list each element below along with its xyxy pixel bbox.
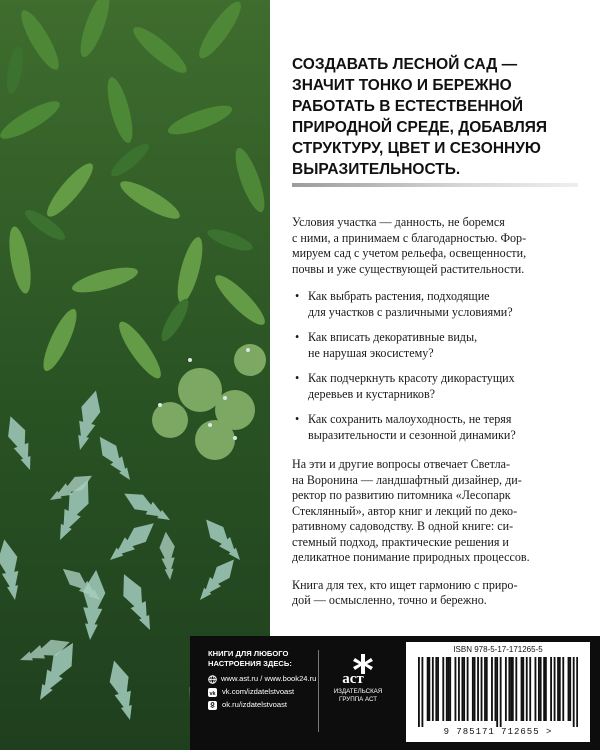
headline (292, 54, 582, 180)
barcode-bar (472, 657, 474, 721)
author-paragraph (292, 457, 582, 566)
promo-title-line: КНИГИ ДЛЯ ЛЮБОГО (208, 649, 289, 658)
barcode-bar (421, 657, 423, 727)
text-line: мируем сад с учетом рельефа, освещенности, (292, 246, 527, 260)
text-line: Как вписать декоративные виды, (308, 330, 478, 344)
link-text: vk.com/izdatelstvoast (222, 687, 295, 696)
barcode-bar (432, 657, 434, 721)
publisher-name-line: ГРУППА АСТ (338, 695, 378, 703)
barcode-bar (526, 657, 528, 721)
barcode-bar (442, 657, 444, 721)
text-line: деревьев и кустарников? (308, 386, 436, 401)
promo-title-line: НАСТРОЕНИЯ ЗДЕСЬ: (208, 658, 292, 668)
barcode-bar (522, 657, 524, 721)
promo-title (208, 649, 316, 668)
barcode-bar (510, 657, 512, 721)
barcode-bar (427, 657, 429, 721)
footer-divider (318, 650, 319, 732)
barcode-bar (496, 657, 498, 727)
barcode-bar (508, 657, 510, 721)
globe-icon (208, 675, 217, 684)
barcode-bar (569, 657, 571, 721)
text-line: выразительности и сезонной динамики? (308, 427, 516, 442)
headline-line: ВЫРАЗИТЕЛЬНОСТЬ. (292, 161, 461, 178)
barcode-panel (406, 642, 590, 742)
barcode-bar (428, 657, 430, 721)
headline-line: РАБОТАТЬ В ЕСТЕСТВЕННОЙ (292, 98, 524, 115)
ast-logo-icon (337, 652, 379, 686)
question-item (292, 371, 582, 402)
text-line: не нарушая экосистему? (308, 345, 434, 360)
question-item (292, 412, 582, 443)
blurb (292, 215, 582, 621)
promo-block (208, 649, 316, 713)
publisher-logo (326, 652, 390, 703)
barcode-bar (461, 657, 463, 721)
barcode-bar (573, 657, 575, 727)
vk-icon (208, 688, 218, 697)
vk-link[interactable] (208, 687, 316, 697)
bullet-icon: • (295, 289, 300, 303)
svg-text:vk: vk (209, 690, 216, 697)
text-line: Как сохранить малоуходность, не теряя (308, 412, 512, 426)
headline-line: ПРИРОДНОЙ СРЕДЕ, ДОБАВЛЯЯ (292, 119, 548, 136)
website-link[interactable] (208, 674, 316, 684)
barcode-bar (568, 657, 570, 721)
text-line: с ними, а принимаем с благодарностью. Фор- (292, 230, 527, 245)
text-line: Как подчеркнуть красоту дикорастущих (308, 371, 515, 385)
text-line: ректор по развитию питомника «Лесопарк (292, 488, 511, 502)
barcode-bar (554, 657, 556, 721)
barcode-bar (484, 657, 486, 721)
bullet-icon: • (295, 330, 300, 344)
bullet-icon: • (295, 371, 300, 385)
barcode-bar (463, 657, 465, 721)
barcode-bar (540, 657, 542, 721)
intro-paragraph (292, 215, 582, 277)
barcode-bar (545, 657, 547, 721)
barcode-bar (535, 657, 537, 721)
barcode-bar (455, 657, 457, 721)
barcode-bar (521, 657, 523, 721)
barcode-bar (486, 657, 488, 721)
barcode-bar (505, 657, 507, 721)
text-line: ративному садоводству. В одной книге: си- (292, 519, 514, 533)
barcode-bar (495, 657, 497, 721)
barcode-bar (550, 657, 552, 721)
barcode-bar (538, 657, 540, 721)
barcode-bar (500, 657, 502, 727)
barcode-bar (529, 657, 531, 721)
barcode-bar (437, 657, 439, 721)
svg-text:аст: аст (342, 671, 364, 686)
text-line: на Воронина — ландшафтный дизайнер, ди- (292, 472, 522, 487)
isbn-number: ISBN 978-5-17-171265-5 (453, 645, 543, 654)
barcode-bar (491, 657, 493, 721)
barcode (418, 657, 578, 727)
barcode-bar (446, 657, 448, 721)
barcode-bar (467, 657, 469, 721)
text-line: На эти и другие вопросы отвечает Светла- (292, 457, 511, 471)
barcode-bar (418, 657, 420, 727)
text-line: Условия участка — данность, не боремся (292, 215, 505, 229)
question-item (292, 289, 582, 320)
barcode-bar (477, 657, 479, 721)
headline-line: СОЗДАВАТЬ ЛЕСНОЙ САД — (292, 56, 518, 73)
text-line: Как выбрать растения, подходящие (308, 289, 490, 303)
publisher-name (326, 688, 390, 703)
link-text: ok.ru/izdatelstvoast (222, 700, 287, 709)
ok-icon (208, 701, 218, 710)
headline-line: СТРУКТУРУ, ЦВЕТ И СЕЗОННУЮ (292, 140, 541, 157)
text-line: почвы и уже существующей растительности. (292, 261, 525, 276)
barcode-bar (515, 657, 517, 721)
text-line: Стеклянный», автор книг и лекций по деко- (292, 503, 518, 518)
text-line: Книга для тех, кто ищет гармонию с приро- (292, 577, 518, 592)
barcode-bar (512, 657, 514, 721)
barcode-bar (458, 657, 460, 721)
ok-link[interactable] (208, 700, 316, 710)
barcode-bar (481, 657, 483, 721)
barcode-bar (562, 657, 564, 721)
barcode-bar (576, 657, 578, 727)
bullet-icon: • (295, 412, 300, 426)
barcode-bar (435, 657, 437, 721)
barcode-bar (543, 657, 545, 721)
closing-paragraph (292, 578, 582, 609)
barcode-bar (474, 657, 476, 721)
question-item (292, 330, 582, 361)
text-line: дой — осмысленно, точно и бережно. (292, 593, 487, 607)
text-line: для участков с различными условиями? (308, 304, 513, 319)
link-text: www.ast.ru / www.book24.ru (221, 674, 317, 683)
publisher-name-line: ИЗДАТЕЛЬСКАЯ (333, 688, 383, 695)
barcode-bar (449, 657, 451, 721)
barcode-number: 9 785171 712655 > (443, 727, 553, 737)
barcode-bar (448, 657, 450, 721)
text-line: деликатное понимание природных процессов. (292, 550, 530, 564)
question-list (292, 289, 582, 443)
divider-rule (292, 183, 578, 187)
barcode-bar (559, 657, 561, 721)
barcode-bar (557, 657, 559, 721)
text-line: стемный подход, практические решения и (292, 534, 509, 549)
headline-line: ЗНАЧИТ ТОНКО И БЕРЕЖНО (292, 77, 512, 94)
